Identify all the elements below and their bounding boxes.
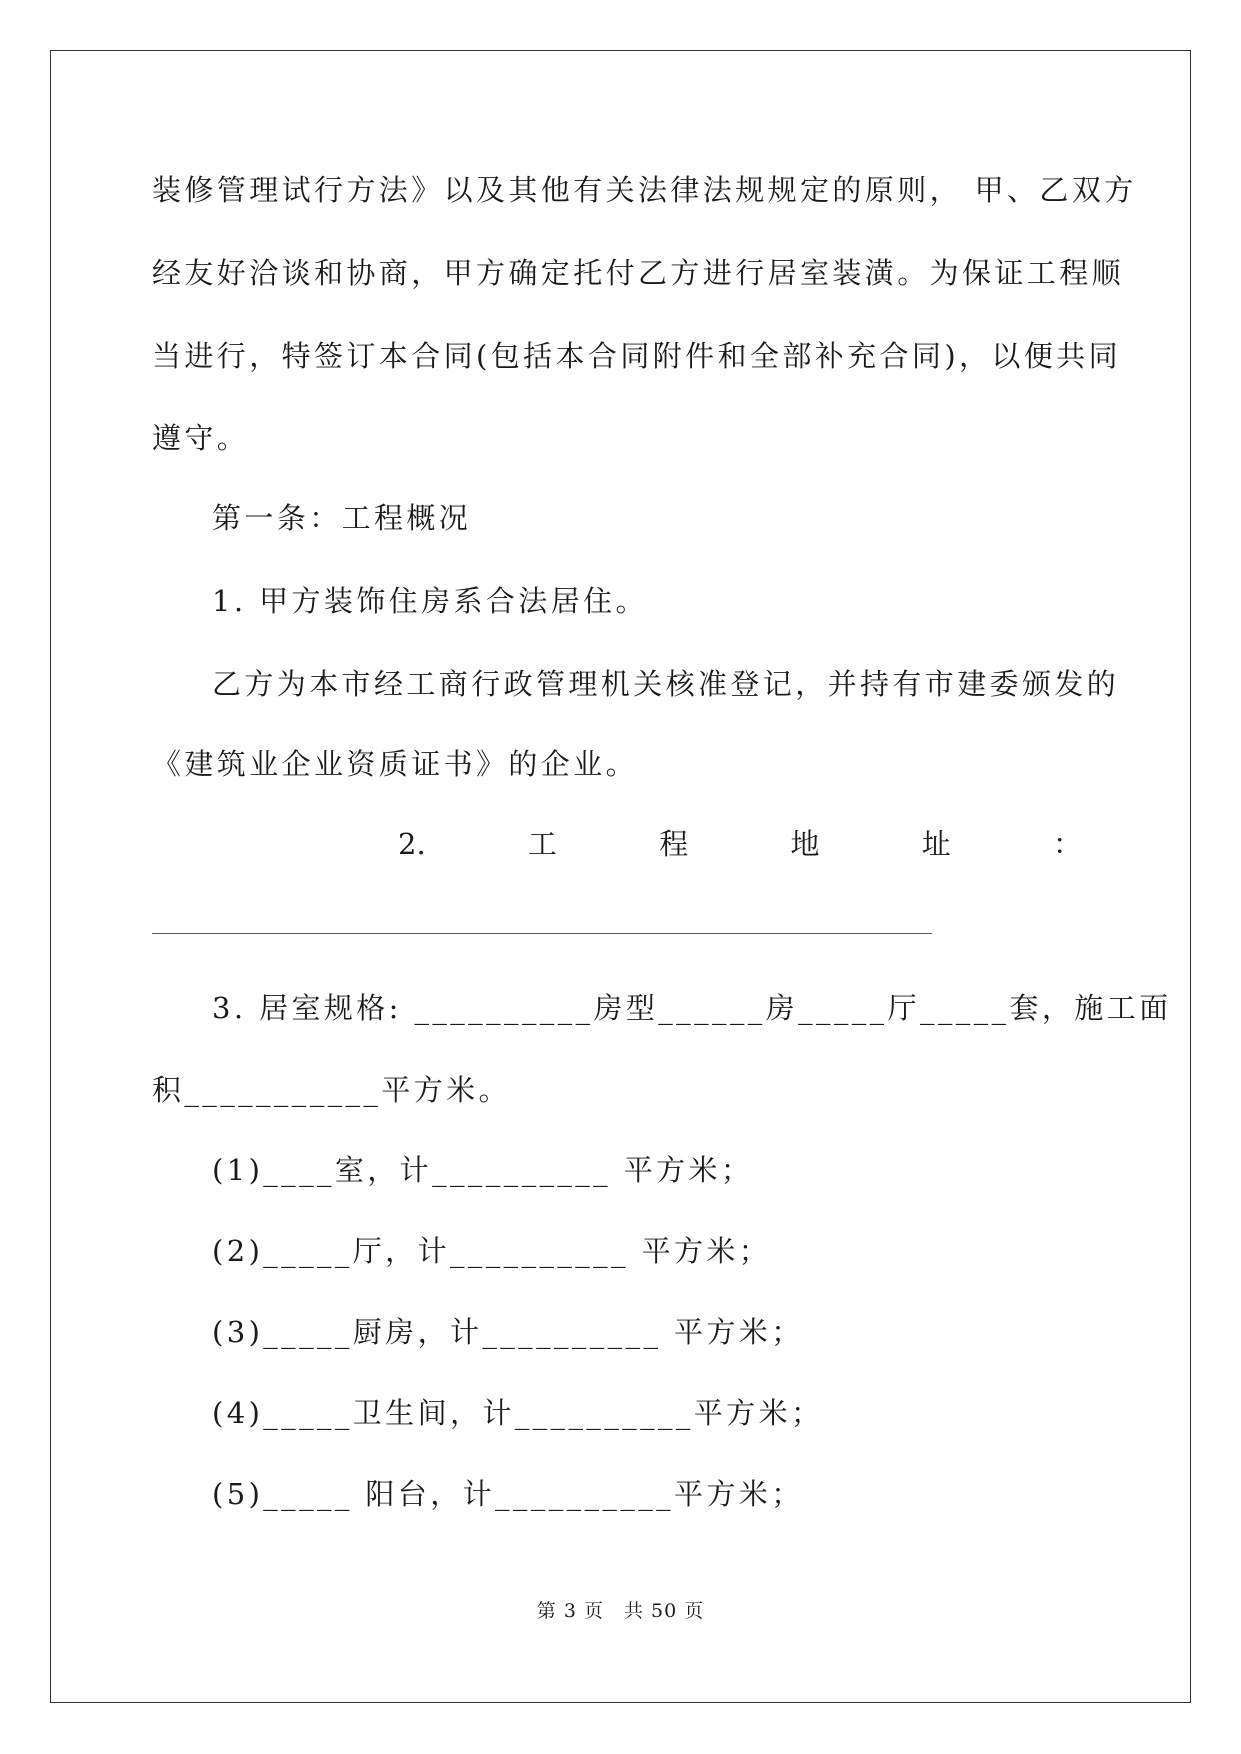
room-item-2: (2)_____厅，计__________ 平方米； bbox=[212, 1234, 772, 1268]
room-item-1: (1)____室，计__________ 平方米； bbox=[212, 1153, 754, 1187]
item-3: 3. 居室规格: __________房型______房_____厅_____套，施工面 bbox=[212, 991, 1172, 1025]
item-1-continuation-b: 《建筑业企业资质证书》的企业。 bbox=[152, 747, 639, 781]
item-2-char: 程 bbox=[659, 827, 689, 861]
page-border bbox=[50, 50, 1191, 1703]
paragraph-line-4: 遵守。 bbox=[152, 421, 250, 455]
item-2-number: 2. bbox=[398, 827, 426, 861]
room-item-5: (5)_____ 阳台，计__________平方米； bbox=[212, 1477, 804, 1511]
room-item-3: (3)_____厨房，计__________ 平方米； bbox=[212, 1315, 804, 1349]
item-1-continuation-a: 乙方为本市经工商行政管理机关核准登记，并持有市建委颁发的 bbox=[212, 667, 1120, 701]
article-1-heading: 第一条：工程概况 bbox=[212, 501, 472, 535]
paragraph-line-3: 当进行，特签订本合同(包括本合同附件和全部补充合同)，以便共同 bbox=[152, 339, 1122, 373]
item-2-address-label bbox=[398, 824, 1082, 864]
paragraph-line-1: 装修管理试行方法》以及其他有关法律法规规定的原则， 甲、乙双方 bbox=[152, 173, 1137, 207]
page-number-footer: 第 3 页 共 50 页 bbox=[536, 1600, 705, 1622]
item-2-char: 工 bbox=[527, 827, 557, 861]
item-3-continuation: 积___________平方米。 bbox=[152, 1073, 511, 1107]
item-2-char: 址 bbox=[921, 827, 951, 861]
paragraph-line-2: 经友好洽谈和协商，甲方确定托付乙方进行居室装潢。为保证工程顺 bbox=[152, 256, 1125, 290]
item-1: 1. 甲方装饰住房系合法居住。 bbox=[212, 584, 648, 618]
item-2-char: 地 bbox=[790, 827, 820, 861]
room-item-4: (4)_____卫生间，计__________平方米； bbox=[212, 1396, 824, 1430]
item-2-char: ： bbox=[1052, 827, 1082, 861]
address-blank-line bbox=[152, 933, 932, 934]
